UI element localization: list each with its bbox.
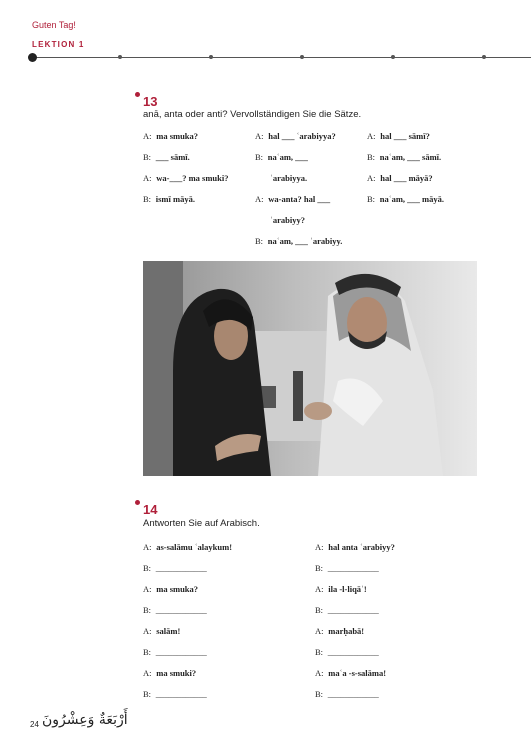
ex14-line: A: salām! — [143, 626, 181, 636]
exercise-13-instruction: anā, anta oder anti? Vervollständigen Sie die Sätze. — [143, 109, 362, 120]
ex13-line: A: hal ___ ʿarabiyya? — [255, 131, 336, 141]
ex14-line: B: ____________ — [315, 563, 379, 573]
ex14-line: B: ____________ — [143, 605, 207, 615]
header-rule-dot — [28, 53, 37, 62]
exercise-13-number: 13 — [143, 94, 158, 109]
ex13-line: B: naʿam, ___ — [255, 152, 308, 162]
ex13-line: A: wa-___? ma smuki? — [143, 173, 229, 183]
ex14-line: B: ____________ — [315, 689, 379, 699]
ex13-line: B: naʿam, ___ māyā. — [367, 194, 444, 204]
ex13-line: A: hal ___ sāmī? — [367, 131, 430, 141]
exercise-13-marker — [135, 92, 140, 97]
arabic-page-number: أَرْبَعَةٌ وَعِشْرُونَ — [42, 712, 128, 728]
lesson-title: LEKTION 1 — [32, 40, 85, 49]
ex14-line: B: ____________ — [143, 563, 207, 573]
ex14-line: A: as-salāmu ʿalaykum! — [143, 542, 233, 552]
page-number: 24 — [30, 720, 39, 729]
ex14-line: A: hal anta ʿarabiyy? — [315, 542, 395, 552]
ex13-line: B: ___ sāmī. — [143, 152, 190, 162]
ex14-line: B: ____________ — [315, 647, 379, 657]
header-subtitle: Guten Tag! — [32, 20, 76, 30]
rule-tick — [300, 55, 304, 59]
conversation-photo — [143, 261, 477, 476]
rule-tick — [391, 55, 395, 59]
ex14-line: A: ma smuki? — [143, 668, 197, 678]
rule-tick — [118, 55, 122, 59]
ex14-line: B: ____________ — [143, 647, 207, 657]
rule-tick — [482, 55, 486, 59]
ex13-line: A: wa-anta? hal ___ — [255, 194, 331, 204]
ex14-line: A: ma smuka? — [143, 584, 199, 594]
ex13-line: A: ma smuka? — [143, 131, 199, 141]
rule-tick — [209, 55, 213, 59]
ex14-line: B: ____________ — [315, 605, 379, 615]
header-rule — [30, 57, 531, 58]
ex14-line: A: marḥabā! — [315, 626, 365, 636]
ex13-line: ʿarabiyy? — [270, 215, 305, 225]
ex13-line: B: naʿam, ___ sāmī. — [367, 152, 442, 162]
ex13-line: ʿarabiyya. — [270, 173, 308, 183]
ex14-line: B: ____________ — [143, 689, 207, 699]
ex14-line: A: ila -l-liqāʾ! — [315, 584, 367, 594]
ex14-line: A: maʿa -s-salāma! — [315, 668, 387, 678]
ex13-line: B: ismī māyā. — [143, 194, 195, 204]
exercise-14-number: 14 — [143, 502, 158, 517]
ex13-line: B: naʿam, ___ ʿarabiyy. — [255, 236, 343, 246]
ex13-line: A: hal ___ māyā? — [367, 173, 433, 183]
exercise-14-instruction: Antworten Sie auf Arabisch. — [143, 518, 260, 529]
exercise-14-marker — [135, 500, 140, 505]
